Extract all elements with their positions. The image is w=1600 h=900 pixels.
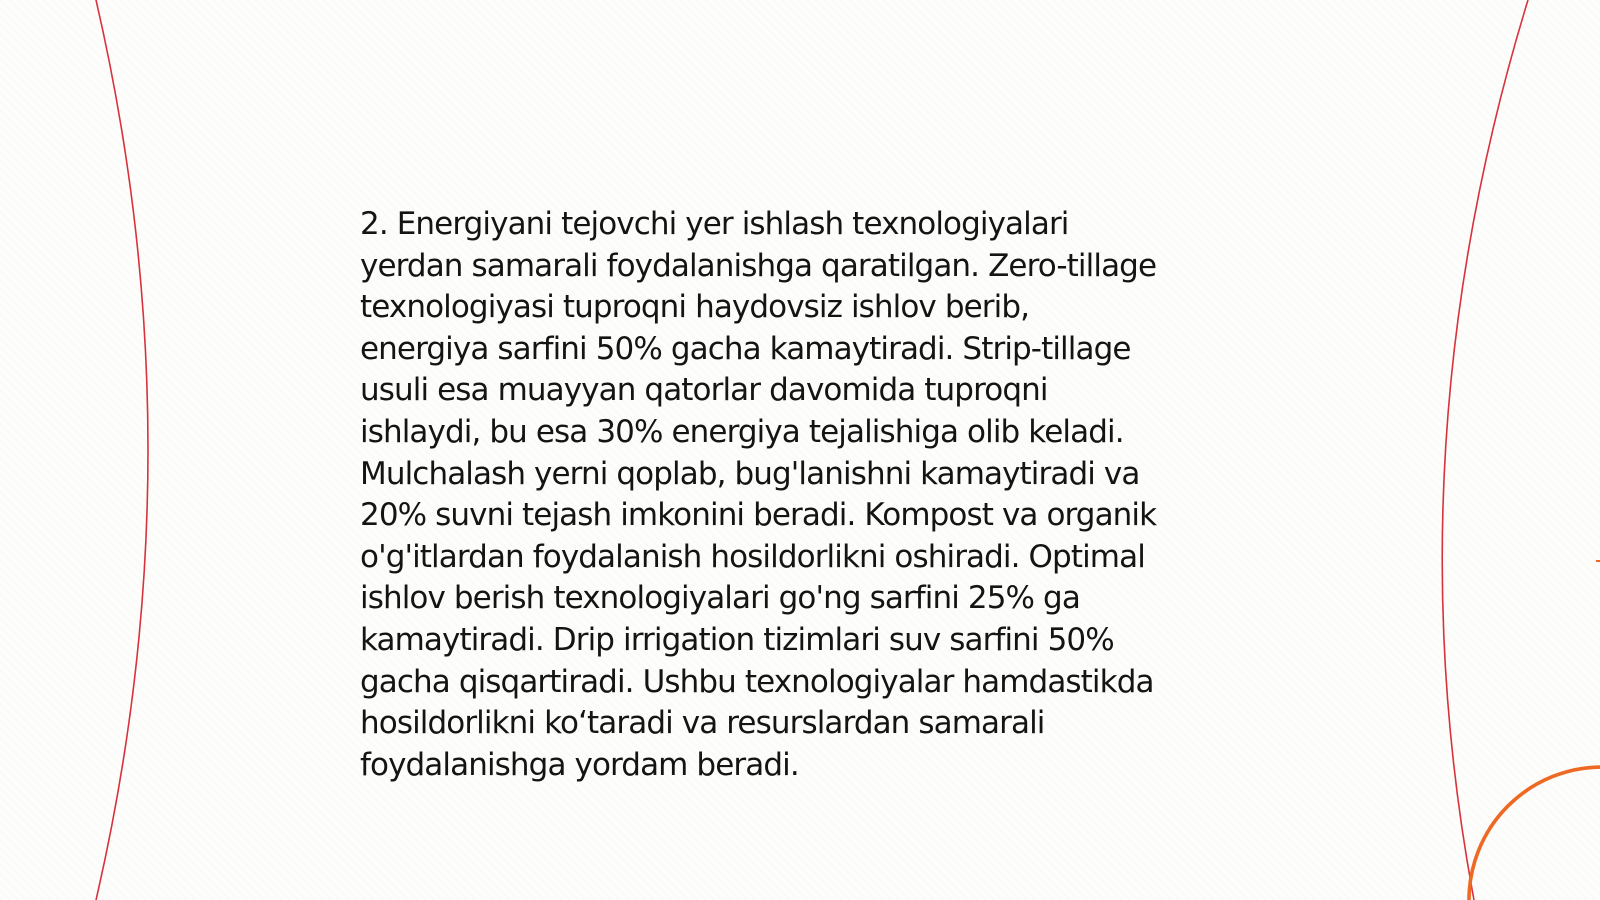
left-curve-decoration <box>96 0 148 900</box>
slide-body-text: 2. Energiyani tejovchi yer ishlash texnologiyalari yerdan samarali foydalanishga qaratilgan. Zero-tillage texnologiyasi tuproqni haydovsiz ishlov berib, energiya sarfini 50% gacha kamaytiradi. Strip-tillage usuli esa muayyan qatorlar davomida tuproqni ishlaydi, bu esa 30% energiya tejalishiga olib keladi. Mulchalash yerni qoplab, bug'lanishni kamaytiradi va 20% suvni tejash imkonini beradi. Kompost va organik o'g'itlardan foydalanish hosildorlikni oshiradi. Optimal ishlov berish texnologiyalari go'ng sarfini 25% ga kamaytiradi. Drip irrigation tizimlari suv sarfini 50% gacha qisqartiradi. Ushbu texnologiyalar hamdastikda hosildorlikni ko‘taradi va resurslardan samarali foydalanishga yordam beradi. <box>360 206 1157 783</box>
orange-circle-decoration <box>1469 767 1600 900</box>
right-curve-decoration <box>1442 0 1528 900</box>
